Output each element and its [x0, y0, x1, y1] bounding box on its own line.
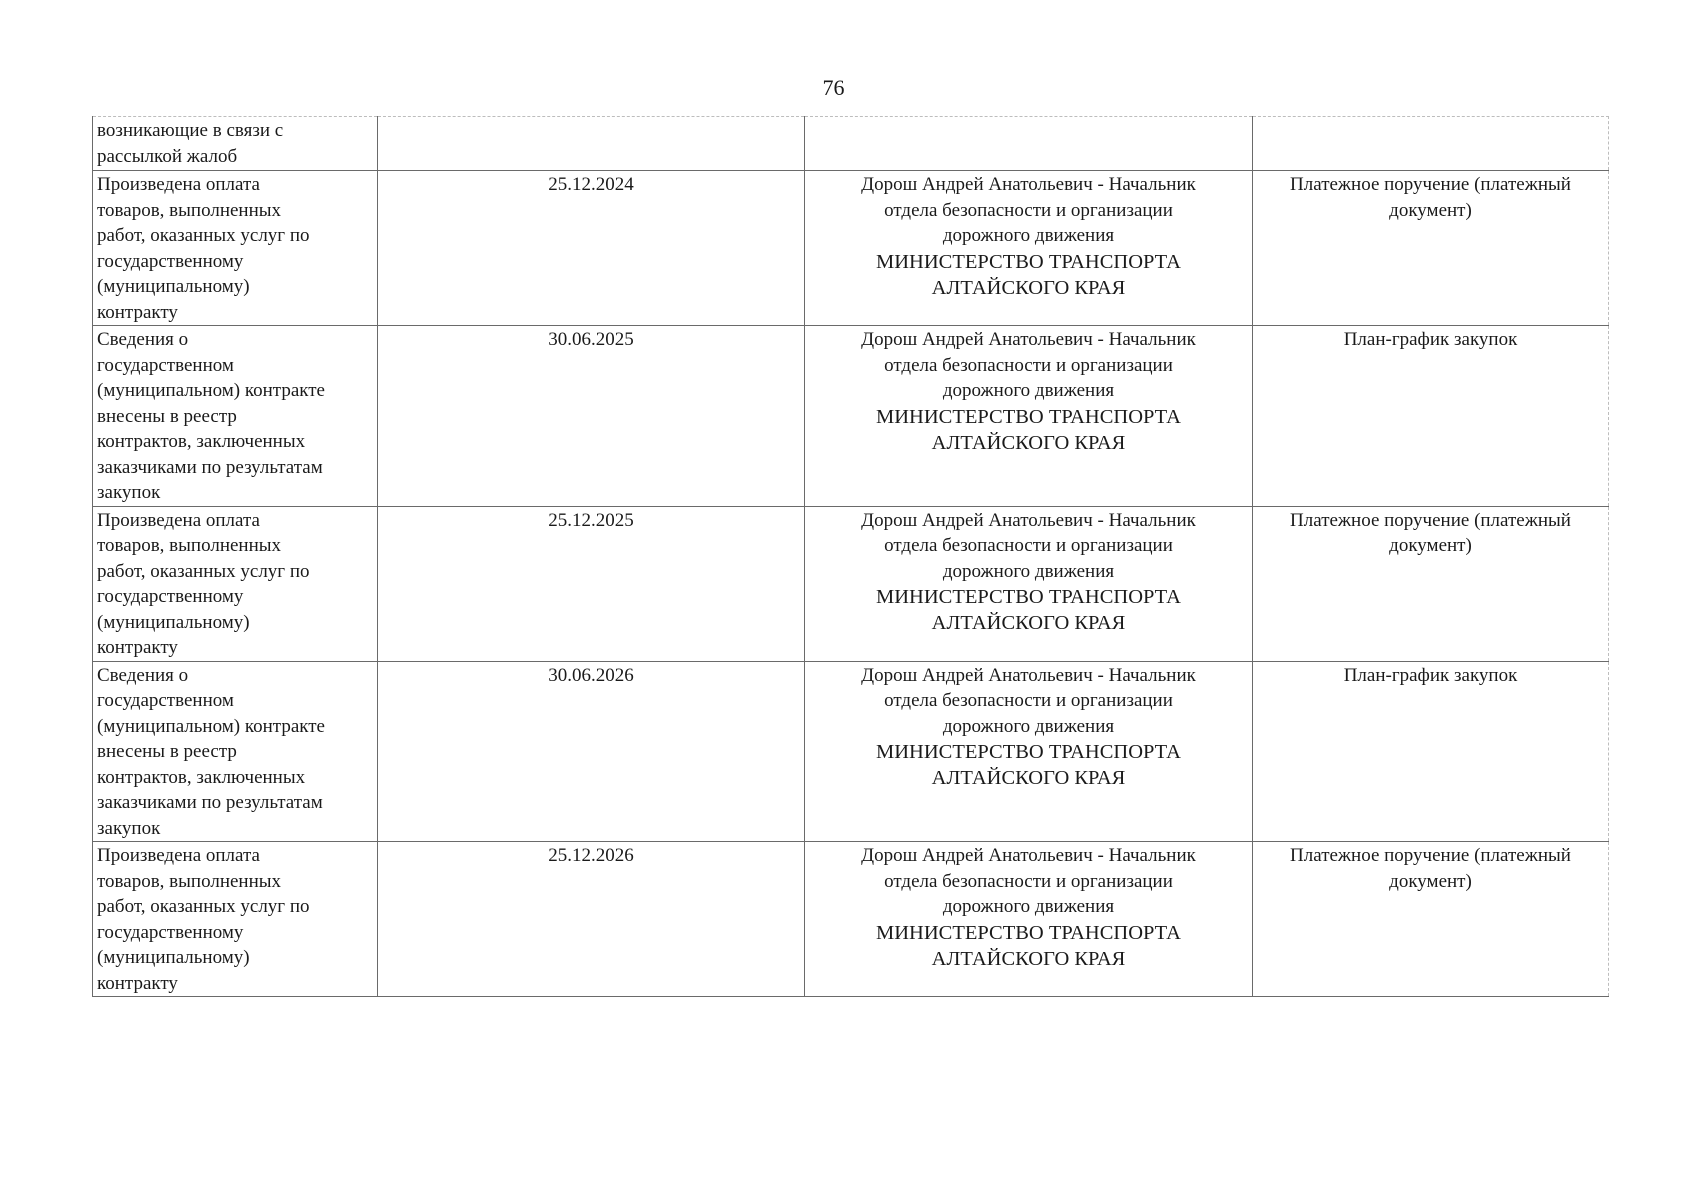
responsible-person-line: отдела безопасности и организации: [884, 690, 1173, 711]
description-line: внесены в реестр: [97, 741, 237, 762]
description-line: товаров, выполненных: [97, 199, 282, 221]
responsible-cell: [805, 842, 1253, 997]
date-cell: [378, 117, 805, 171]
description-line: рассылкой жалоб: [97, 145, 238, 167]
description-line: (муниципальном) контракте: [97, 715, 325, 737]
responsible-person-line: дорожного движения: [942, 560, 1115, 582]
organization-line: АЛТАЙСКОГО КРАЯ: [931, 947, 1126, 970]
table-row: [93, 661, 1609, 842]
responsible-person-line: Дорош Андрей Анатольевич - Начальник: [861, 329, 1196, 350]
description-line: работ, оказанных услуг по: [97, 896, 310, 917]
description-line: государственном: [97, 690, 234, 711]
description-cell: [93, 842, 378, 997]
responsible-person-line: отдела безопасности и организации: [884, 199, 1173, 221]
responsible-cell: [805, 326, 1253, 507]
description-line: контрактов, заключенных: [97, 431, 306, 452]
document-cell: [1253, 117, 1609, 171]
date-cell: 25.12.2024: [378, 171, 805, 326]
description-line: Сведения о: [97, 664, 189, 686]
description-cell: [93, 117, 378, 171]
description-line: возникающие в связи с: [97, 120, 284, 141]
document-cell: План-график закупок: [1253, 326, 1609, 507]
description-line: государственному: [97, 586, 244, 607]
description-line: закупок: [97, 482, 161, 503]
table-row: [93, 326, 1609, 507]
description-line: контракту: [97, 972, 178, 994]
description-line: товаров, выполненных: [97, 535, 282, 556]
organization-line: МИНИСТЕРСТВО ТРАНСПОРТА: [876, 405, 1181, 428]
page-number: 76: [822, 75, 845, 100]
responsible-person-line: отдела безопасности и организации: [884, 354, 1173, 376]
description-line: товаров, выполненных: [97, 870, 282, 892]
description-line: заказчиками по результатам: [97, 456, 323, 478]
document-cell: План-график закупок: [1253, 661, 1609, 842]
responsible-person-line: Дорош Андрей Анатольевич - Начальник: [861, 509, 1196, 531]
organization-line: МИНИСТЕРСТВО ТРАНСПОРТА: [876, 586, 1181, 608]
responsible-person-line: дорожного движения: [942, 715, 1115, 737]
description-cell: [93, 506, 378, 661]
responsible-cell: [805, 506, 1253, 661]
description-line: заказчиками по результатам: [97, 792, 323, 813]
description-line: Произведена оплата: [97, 509, 260, 531]
organization-line: АЛТАЙСКОГО КРАЯ: [931, 612, 1126, 634]
document-cell: Платежное поручение (платежный документ): [1253, 506, 1609, 661]
description-line: государственному: [97, 250, 244, 272]
responsible-cell: [805, 171, 1253, 326]
document-cell: Платежное поручение (платежный документ): [1253, 171, 1609, 326]
description-line: контрактов, заключенных: [97, 766, 306, 788]
table-body: [93, 117, 1609, 997]
description-line: Произведена оплата: [97, 845, 260, 866]
description-line: внесены в реестр: [97, 405, 237, 427]
description-line: Сведения о: [97, 329, 189, 350]
responsible-person-line: отдела безопасности и организации: [884, 535, 1173, 556]
description-line: работ, оказанных услуг по: [97, 560, 310, 582]
responsible-person-line: Дорош Андрей Анатольевич - Начальник: [861, 174, 1196, 195]
table-row: [93, 842, 1609, 997]
date-cell: 30.06.2025: [378, 326, 805, 507]
responsible-person-line: отдела безопасности и организации: [884, 870, 1173, 892]
responsible-person-line: дорожного движения: [942, 380, 1115, 401]
responsible-cell: [805, 117, 1253, 171]
organization-line: МИНИСТЕРСТВО ТРАНСПОРТА: [876, 921, 1181, 944]
responsible-cell: [805, 661, 1253, 842]
description-cell: [93, 661, 378, 842]
responsible-person-line: Дорош Андрей Анатольевич - Начальник: [861, 845, 1196, 866]
table-row: [93, 506, 1609, 661]
date-cell: 30.06.2026: [378, 661, 805, 842]
organization-line: АЛТАЙСКОГО КРАЯ: [931, 431, 1126, 454]
description-line: государственному: [97, 921, 244, 943]
description-line: (муниципальном) контракте: [97, 380, 325, 401]
description-line: закупок: [97, 817, 161, 839]
organization-line: АЛТАЙСКОГО КРАЯ: [931, 767, 1126, 789]
document-cell: Платежное поручение (платежный документ): [1253, 842, 1609, 997]
date-cell: 25.12.2025: [378, 506, 805, 661]
responsible-person-line: дорожного движения: [942, 896, 1115, 917]
description-line: (муниципальному): [97, 611, 250, 633]
description-line: контракту: [97, 301, 178, 323]
date-cell: 25.12.2026: [378, 842, 805, 997]
responsible-person-line: Дорош Андрей Анатольевич - Начальник: [861, 664, 1196, 686]
description-line: контракту: [97, 637, 178, 658]
organization-line: МИНИСТЕРСТВО ТРАНСПОРТА: [876, 741, 1181, 763]
description-line: государственном: [97, 354, 234, 376]
description-cell: [93, 171, 378, 326]
organization-line: АЛТАЙСКОГО КРАЯ: [931, 276, 1126, 299]
description-cell: [93, 326, 378, 507]
description-line: (муниципальному): [97, 276, 250, 297]
description-line: работ, оказанных услуг по: [97, 225, 310, 246]
description-line: Произведена оплата: [97, 174, 260, 195]
events-table: [92, 116, 1609, 997]
description-line: (муниципальному): [97, 947, 250, 968]
table-row-continuation: [93, 117, 1609, 171]
table-row: [93, 171, 1609, 326]
responsible-person-line: дорожного движения: [942, 225, 1115, 246]
organization-line: МИНИСТЕРСТВО ТРАНСПОРТА: [876, 250, 1181, 273]
